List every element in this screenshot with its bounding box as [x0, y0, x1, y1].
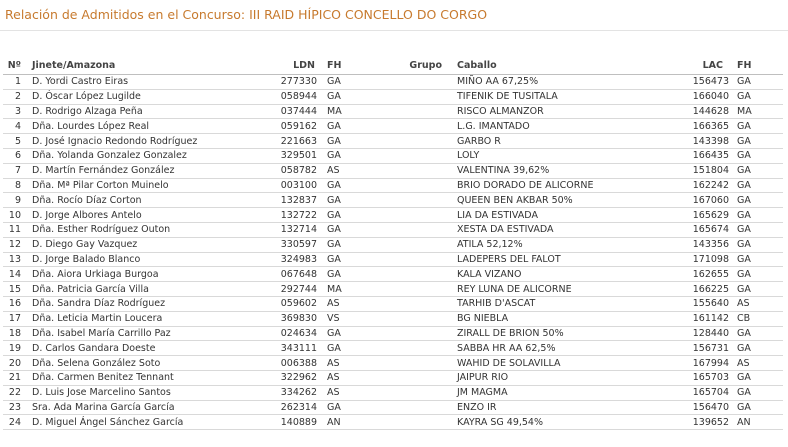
cell-lac: 161142 [681, 311, 735, 326]
table-row [3, 326, 783, 341]
cell-num: 17 [3, 311, 30, 326]
cell-rider: D. José Ignacio Redondo Rodríguez [30, 134, 273, 149]
cell-ldn: 277330 [273, 75, 325, 90]
cell-grupo [377, 415, 455, 430]
cell-fh: GA [325, 252, 377, 267]
cell-grupo [377, 341, 455, 356]
cell-rider: Dña. Rocío Díaz Corton [30, 193, 273, 208]
cell-lac: 166040 [681, 89, 735, 104]
cell-num: 1 [3, 75, 30, 90]
cell-rider: Dña. Mª Pilar Corton Muinelo [30, 178, 273, 193]
cell-rider: Dña. Patricia García Villa [30, 282, 273, 297]
cell-fh2: GA [735, 370, 783, 385]
cell-rider: D. Martín Fernández González [30, 163, 273, 178]
cell-fh2: GA [735, 75, 783, 90]
cell-fh2: GA [735, 282, 783, 297]
cell-lac: 165704 [681, 385, 735, 400]
cell-horse: GARBO R [455, 134, 681, 149]
cell-grupo [377, 326, 455, 341]
cell-lac: 171098 [681, 252, 735, 267]
cell-ldn: 059162 [273, 119, 325, 134]
table-row [3, 341, 783, 356]
cell-num: 12 [3, 237, 30, 252]
cell-fh: GA [325, 341, 377, 356]
cell-horse: XESTA DA ESTIVADA [455, 222, 681, 237]
cell-fh: GA [325, 75, 377, 90]
cell-fh: GA [325, 193, 377, 208]
cell-num: 22 [3, 385, 30, 400]
cell-rider: D. Miguel Ángel Sánchez García [30, 415, 273, 430]
table-row [3, 89, 783, 104]
cell-horse: JAIPUR RIO [455, 370, 681, 385]
cell-fh: GA [325, 119, 377, 134]
cell-fh: VS [325, 311, 377, 326]
table-row [3, 400, 783, 415]
cell-fh2: GA [735, 326, 783, 341]
cell-grupo [377, 267, 455, 282]
table-row [3, 75, 783, 90]
cell-fh2: GA [735, 222, 783, 237]
header-fh2: FH [735, 56, 783, 75]
cell-grupo [377, 356, 455, 371]
cell-ldn: 067648 [273, 267, 325, 282]
cell-grupo [377, 104, 455, 119]
cell-horse: LIA DA ESTIVADA [455, 208, 681, 223]
cell-rider: Dña. Carmen Benitez Tennant [30, 370, 273, 385]
cell-fh: GA [325, 89, 377, 104]
cell-grupo [377, 163, 455, 178]
cell-grupo [377, 208, 455, 223]
cell-fh: AS [325, 356, 377, 371]
cell-lac: 156473 [681, 75, 735, 90]
cell-fh2: GA [735, 400, 783, 415]
title-divider [0, 30, 788, 31]
cell-fh2: GA [735, 89, 783, 104]
cell-horse: JM MAGMA [455, 385, 681, 400]
cell-lac: 162655 [681, 267, 735, 282]
cell-ldn: 292744 [273, 282, 325, 297]
cell-lac: 167060 [681, 193, 735, 208]
cell-horse: BRIO DORADO DE ALICORNE [455, 178, 681, 193]
header-rider: Jinete/Amazona [30, 56, 273, 75]
cell-fh: AN [325, 415, 377, 430]
cell-fh: AS [325, 163, 377, 178]
cell-fh2: GA [735, 252, 783, 267]
cell-num: 14 [3, 267, 30, 282]
cell-grupo [377, 134, 455, 149]
cell-horse: LOLY [455, 148, 681, 163]
cell-horse: SABBA HR AA 62,5% [455, 341, 681, 356]
table-row [3, 356, 783, 371]
cell-lac: 156731 [681, 341, 735, 356]
cell-num: 15 [3, 282, 30, 297]
cell-rider: D. Óscar López Lugilde [30, 89, 273, 104]
cell-fh2: AS [735, 296, 783, 311]
cell-lac: 155640 [681, 296, 735, 311]
table-row [3, 385, 783, 400]
cell-ldn: 334262 [273, 385, 325, 400]
cell-horse: TARHIB D'ASCAT [455, 296, 681, 311]
cell-fh: GA [325, 178, 377, 193]
cell-rider: Dña. Leticia Martin Loucera [30, 311, 273, 326]
cell-grupo [377, 178, 455, 193]
cell-ldn: 058782 [273, 163, 325, 178]
cell-fh: GA [325, 148, 377, 163]
cell-rider: D. Rodrigo Alzaga Peña [30, 104, 273, 119]
cell-fh2: GA [735, 119, 783, 134]
cell-fh2: MA [735, 104, 783, 119]
cell-grupo [377, 237, 455, 252]
cell-ldn: 140889 [273, 415, 325, 430]
cell-num: 11 [3, 222, 30, 237]
cell-horse: QUEEN BEN AKBAR 50% [455, 193, 681, 208]
table-row [3, 148, 783, 163]
cell-horse: TIFENIK DE TUSITALA [455, 89, 681, 104]
cell-horse: ZIRALL DE BRION 50% [455, 326, 681, 341]
table-row [3, 282, 783, 297]
cell-rider: Dña. Selena González Soto [30, 356, 273, 371]
cell-horse: WAHID DE SOLAVILLA [455, 356, 681, 371]
cell-fh2: GA [735, 163, 783, 178]
cell-fh2: GA [735, 178, 783, 193]
cell-grupo [377, 193, 455, 208]
cell-lac: 162242 [681, 178, 735, 193]
cell-fh: GA [325, 237, 377, 252]
cell-horse: L.G. IMANTADO [455, 119, 681, 134]
cell-num: 24 [3, 415, 30, 430]
cell-fh2: GA [735, 134, 783, 149]
table-header-row [3, 56, 783, 75]
cell-grupo [377, 370, 455, 385]
cell-rider: D. Jorge Albores Antelo [30, 208, 273, 223]
cell-fh: MA [325, 282, 377, 297]
page-title: Relación de Admitidos en el Concurso: III RAID HÍPICO CONCELLO DO CORGO [5, 7, 488, 22]
header-ldn: LDN [273, 56, 325, 75]
cell-ldn: 132722 [273, 208, 325, 223]
cell-num: 3 [3, 104, 30, 119]
cell-rider: Dña. Sandra Díaz Rodríguez [30, 296, 273, 311]
cell-lac: 128440 [681, 326, 735, 341]
cell-lac: 165629 [681, 208, 735, 223]
cell-rider: Dña. Aiora Urkiaga Burgoa [30, 267, 273, 282]
cell-fh: GA [325, 208, 377, 223]
cell-ldn: 322962 [273, 370, 325, 385]
cell-fh: AS [325, 370, 377, 385]
cell-rider: Dña. Esther Rodríguez Outon [30, 222, 273, 237]
cell-horse: LADEPERS DEL FALOT [455, 252, 681, 267]
cell-lac: 139652 [681, 415, 735, 430]
cell-num: 8 [3, 178, 30, 193]
cell-fh2: AS [735, 356, 783, 371]
cell-horse: RISCO ALMANZOR [455, 104, 681, 119]
header-num: Nº [3, 56, 30, 75]
cell-grupo [377, 385, 455, 400]
cell-ldn: 059602 [273, 296, 325, 311]
table-row [3, 163, 783, 178]
cell-num: 6 [3, 148, 30, 163]
cell-fh2: GA [735, 148, 783, 163]
cell-num: 23 [3, 400, 30, 415]
table-row [3, 252, 783, 267]
cell-grupo [377, 119, 455, 134]
cell-num: 16 [3, 296, 30, 311]
cell-ldn: 329501 [273, 148, 325, 163]
cell-num: 5 [3, 134, 30, 149]
cell-num: 7 [3, 163, 30, 178]
cell-rider: Dña. Yolanda Gonzalez Gonzalez [30, 148, 273, 163]
table-row [3, 119, 783, 134]
cell-grupo [377, 75, 455, 90]
table-row [3, 311, 783, 326]
cell-ldn: 221663 [273, 134, 325, 149]
cell-fh2: GA [735, 193, 783, 208]
cell-fh: GA [325, 400, 377, 415]
cell-horse: MIÑO AA 67,25% [455, 75, 681, 90]
table-row [3, 267, 783, 282]
cell-fh2: GA [735, 237, 783, 252]
cell-ldn: 343111 [273, 341, 325, 356]
cell-ldn: 324983 [273, 252, 325, 267]
cell-rider: D. Diego Gay Vazquez [30, 237, 273, 252]
cell-fh2: CB [735, 311, 783, 326]
cell-grupo [377, 296, 455, 311]
cell-num: 21 [3, 370, 30, 385]
cell-lac: 166365 [681, 119, 735, 134]
cell-horse: VALENTINA 39,62% [455, 163, 681, 178]
table-row [3, 134, 783, 149]
cell-grupo [377, 252, 455, 267]
table-row [3, 208, 783, 223]
cell-rider: D. Jorge Balado Blanco [30, 252, 273, 267]
cell-lac: 151804 [681, 163, 735, 178]
cell-grupo [377, 311, 455, 326]
cell-fh: GA [325, 267, 377, 282]
header-fh: FH [325, 56, 377, 75]
cell-fh2: GA [735, 208, 783, 223]
cell-ldn: 058944 [273, 89, 325, 104]
cell-num: 9 [3, 193, 30, 208]
table-row [3, 193, 783, 208]
table-row [3, 296, 783, 311]
table-row [3, 222, 783, 237]
cell-lac: 166435 [681, 148, 735, 163]
cell-rider: D. Yordi Castro Eiras [30, 75, 273, 90]
cell-fh2: GA [735, 385, 783, 400]
cell-num: 2 [3, 89, 30, 104]
cell-horse: ATILA 52,12% [455, 237, 681, 252]
cell-fh: GA [325, 222, 377, 237]
header-lac: LAC [681, 56, 735, 75]
cell-ldn: 132714 [273, 222, 325, 237]
cell-grupo [377, 400, 455, 415]
cell-ldn: 262314 [273, 400, 325, 415]
cell-ldn: 006388 [273, 356, 325, 371]
cell-grupo [377, 222, 455, 237]
cell-horse: ENZO IR [455, 400, 681, 415]
cell-fh2: GA [735, 267, 783, 282]
cell-horse: KAYRA SG 49,54% [455, 415, 681, 430]
table-row [3, 178, 783, 193]
cell-ldn: 369830 [273, 311, 325, 326]
cell-grupo [377, 282, 455, 297]
cell-num: 20 [3, 356, 30, 371]
cell-ldn: 132837 [273, 193, 325, 208]
admitted-table [3, 56, 783, 430]
cell-rider: Sra. Ada Marina García García [30, 400, 273, 415]
cell-horse: REY LUNA DE ALICORNE [455, 282, 681, 297]
cell-horse: KALA VIZANO [455, 267, 681, 282]
cell-lac: 156470 [681, 400, 735, 415]
cell-ldn: 024634 [273, 326, 325, 341]
cell-ldn: 037444 [273, 104, 325, 119]
cell-fh: GA [325, 134, 377, 149]
header-horse: Caballo [455, 56, 681, 75]
cell-num: 18 [3, 326, 30, 341]
table-row [3, 415, 783, 430]
cell-rider: D. Carlos Gandara Doeste [30, 341, 273, 356]
cell-num: 10 [3, 208, 30, 223]
cell-fh2: GA [735, 341, 783, 356]
cell-num: 4 [3, 119, 30, 134]
cell-ldn: 003100 [273, 178, 325, 193]
cell-grupo [377, 148, 455, 163]
cell-rider: D. Luis Jose Marcelino Santos [30, 385, 273, 400]
cell-ldn: 330597 [273, 237, 325, 252]
cell-fh: AS [325, 385, 377, 400]
cell-fh2: AN [735, 415, 783, 430]
cell-num: 19 [3, 341, 30, 356]
cell-lac: 143398 [681, 134, 735, 149]
cell-lac: 144628 [681, 104, 735, 119]
header-grupo: Grupo [377, 56, 455, 75]
table-row [3, 237, 783, 252]
table-row [3, 104, 783, 119]
cell-lac: 143356 [681, 237, 735, 252]
cell-horse: BG NIEBLA [455, 311, 681, 326]
cell-rider: Dña. Isabel María Carrillo Paz [30, 326, 273, 341]
cell-fh: MA [325, 104, 377, 119]
table-row [3, 370, 783, 385]
cell-num: 13 [3, 252, 30, 267]
cell-lac: 166225 [681, 282, 735, 297]
cell-lac: 165674 [681, 222, 735, 237]
cell-lac: 165703 [681, 370, 735, 385]
cell-rider: Dña. Lourdes López Real [30, 119, 273, 134]
cell-fh: AS [325, 296, 377, 311]
cell-lac: 167994 [681, 356, 735, 371]
cell-grupo [377, 89, 455, 104]
cell-fh: GA [325, 326, 377, 341]
